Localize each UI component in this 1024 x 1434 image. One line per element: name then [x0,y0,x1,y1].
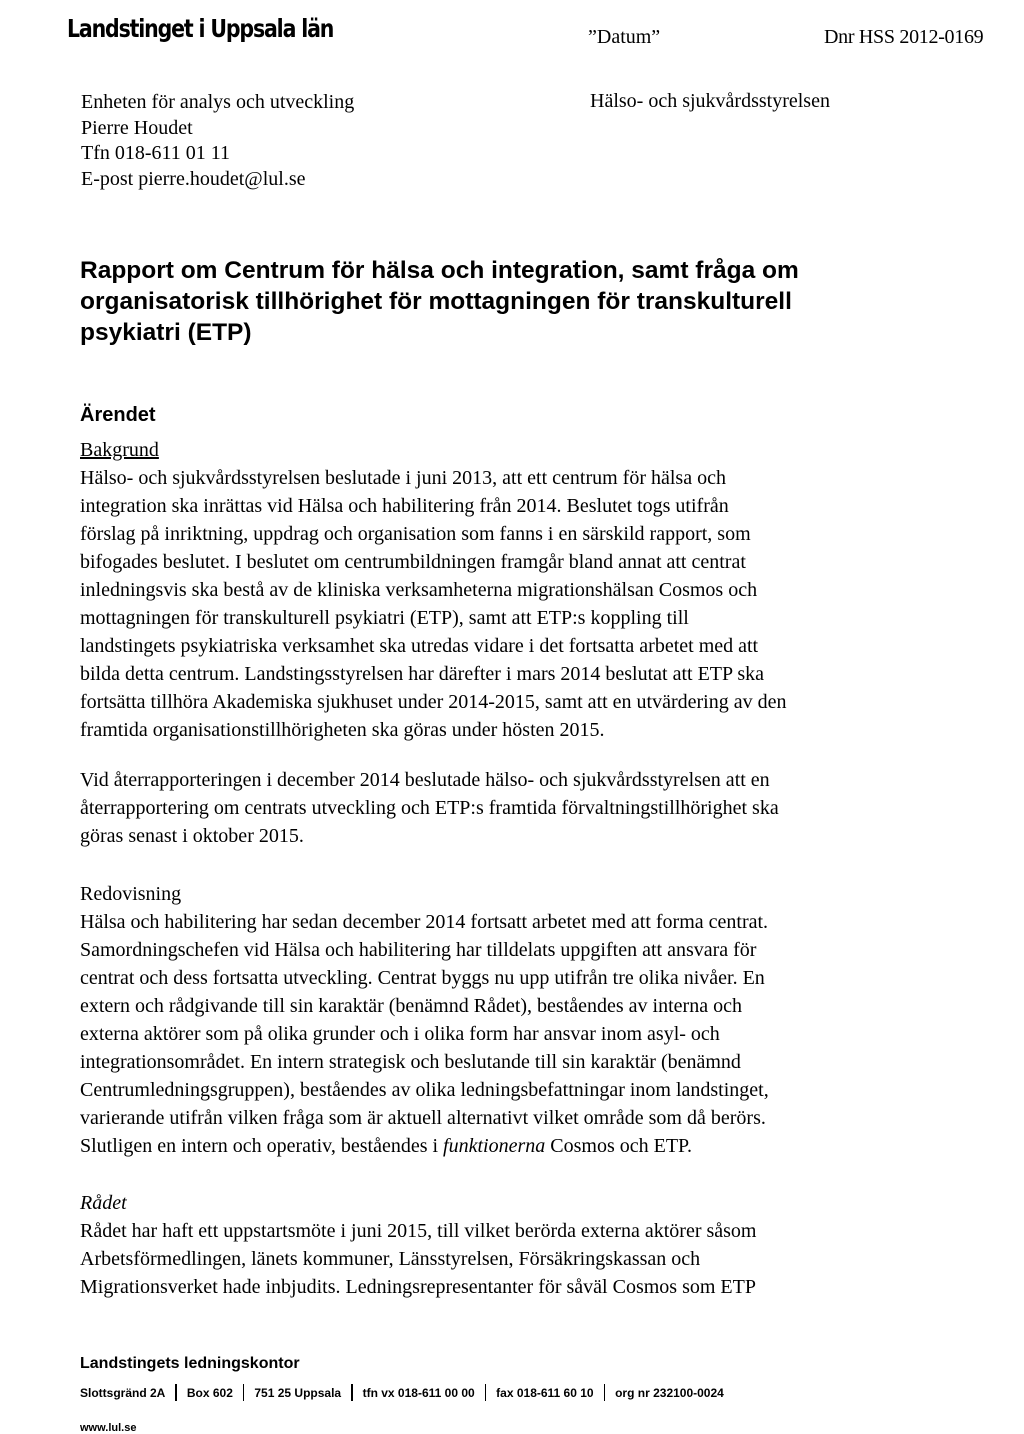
redovisning-section [80,880,769,1160]
body-line: Rådet har haft ett uppstartsmöte i juni 2015, till vilket berörda externa aktörer såsom [80,1220,757,1242]
footer-fax: fax 018-611 60 10 [496,1385,594,1400]
sender-email: E-post pierre.houdet@lul.se [81,167,306,190]
footer-org-number: org nr 232100-0024 [615,1385,724,1400]
radet-heading: Rådet [80,1192,127,1214]
footer-separator [485,1384,487,1401]
organization-logo: Landstinget i Uppsala län [67,14,334,43]
date-placeholder: ”Datum” [588,26,661,48]
body-line: Vid återrapporteringen i december 2014 beslutade hälso- och sjukvårdsstyrelsen att en [80,769,770,791]
body-line: inledningsvis ska bestå av de kliniska verksamheterna migrationshälsan Cosmos och [80,579,758,601]
footer-box: Box 602 [186,1385,233,1400]
body-line: bifogades beslutet. I beslutet om centrumbildningen framgår bland annat att centrat [80,551,746,573]
body-line [80,1132,769,1160]
body-text: Cosmos och ETP. [545,1135,692,1157]
body-line: Migrationsverket hade inbjudits. Ledningsrepresentanter för såväl Cosmos som ETP [80,1276,756,1298]
body-line: Arbetsförmedlingen, länets kommuner, Länsstyrelsen, Försäkringskassan och [80,1248,701,1270]
redovisning-heading: Redovisning [80,883,182,905]
body-line: integration ska inrättas vid Hälsa och habilitering från 2014. Beslutet togs utifrån [80,495,729,517]
footer-separator [604,1384,606,1401]
body-line: centrat och dess fortsatta utveckling. Centrat byggs nu upp utifrån tre olika nivåer. En [80,967,765,989]
body-line: landstingets psykiatriska verksamhet ska utredas vidare i det fortsatta arbetet med att [80,635,759,657]
section-heading: Ärendet [80,404,156,426]
footer-organization: Landstingets ledningskontor [80,1355,300,1372]
radet-section [80,1189,756,1301]
footer-postal: 751 25 Uppsala [254,1385,342,1400]
body-line: Hälsa och habilitering har sedan december 2014 fortsatt arbetet med att forma centrat. [80,911,769,933]
body-line: integrationsområdet. En intern strategisk och beslutande till sin karaktär (benämnd [80,1051,741,1073]
title-line: Rapport om Centrum för hälsa och integration, samt fråga om [80,257,799,284]
body-line: fortsätta tillhöra Akademiska sjukhuset under 2014-2015, samt att en utvärdering av den [80,691,787,713]
footer-address: Slottsgränd 2A [80,1385,166,1400]
title-line: organisatorisk tillhörighet för mottagningen för transkulturell [80,288,792,315]
title-line: psykiatri (ETP) [80,319,252,346]
footer-phone: tfn vx 018-611 00 00 [362,1385,475,1400]
body-line: förslag på inriktning, uppdrag och organisation som fanns i en särskild rapport, som [80,523,751,545]
body-line: göras senast i oktober 2015. [80,825,304,847]
sender-phone: Tfn 018-611 01 11 [81,142,231,164]
document-title [80,255,960,348]
footer-contact-row [80,1384,724,1401]
body-line: varierande utifrån vilken fråga som är aktuell alternativt vilket område som då berörs. [80,1107,766,1129]
sender-block [81,90,354,192]
body-line: framtida organisationstillhörigheten ska göras under hösten 2015. [80,719,605,741]
body-text: Slutligen en intern och operativ, beståendes i [80,1135,444,1157]
sender-unit: Enheten för analys och utveckling [81,91,355,113]
reference-number: Dnr HSS 2012-0169 [824,26,984,48]
emphasis-text: funktionerna [443,1135,546,1157]
body-line: extern och rådgivande till sin karaktär (benämnd Rådet), beståendes av interna och [80,995,742,1017]
body-line: externa aktörer som på olika grunder och i olika form har ansvar inom asyl- och [80,1023,720,1045]
body-line: Samordningschefen vid Hälsa och habilitering har tilldelats uppgiften att ansvara för [80,939,757,961]
bakgrund-paragraph-2 [80,766,779,850]
bakgrund-section [80,436,787,744]
body-line: mottagningen för transkulturell psykiatri (ETP), samt att ETP:s koppling till [80,607,689,629]
body-line: Hälso- och sjukvårdsstyrelsen beslutade i juni 2013, att ett centrum för hälsa och [80,467,726,489]
footer-separator [351,1384,353,1401]
sender-name: Pierre Houdet [81,116,193,139]
body-line: Centrumledningsgruppen), beståendes av olika ledningsbefattningar inom landstinget, [80,1079,769,1101]
footer-separator [243,1384,245,1401]
body-line: bilda detta centrum. Landstingsstyrelsen har därefter i mars 2014 beslutat att ETP ska [80,663,765,685]
recipient: Hälso- och sjukvårdsstyrelsen [590,90,830,112]
bakgrund-heading: Bakgrund [80,439,159,461]
footer-separator [175,1384,177,1401]
footer-website-link[interactable]: www.lul.se [80,1422,137,1434]
body-line: återrapportering om centrats utveckling och ETP:s framtida förvaltningstillhörighet ska [80,797,779,819]
